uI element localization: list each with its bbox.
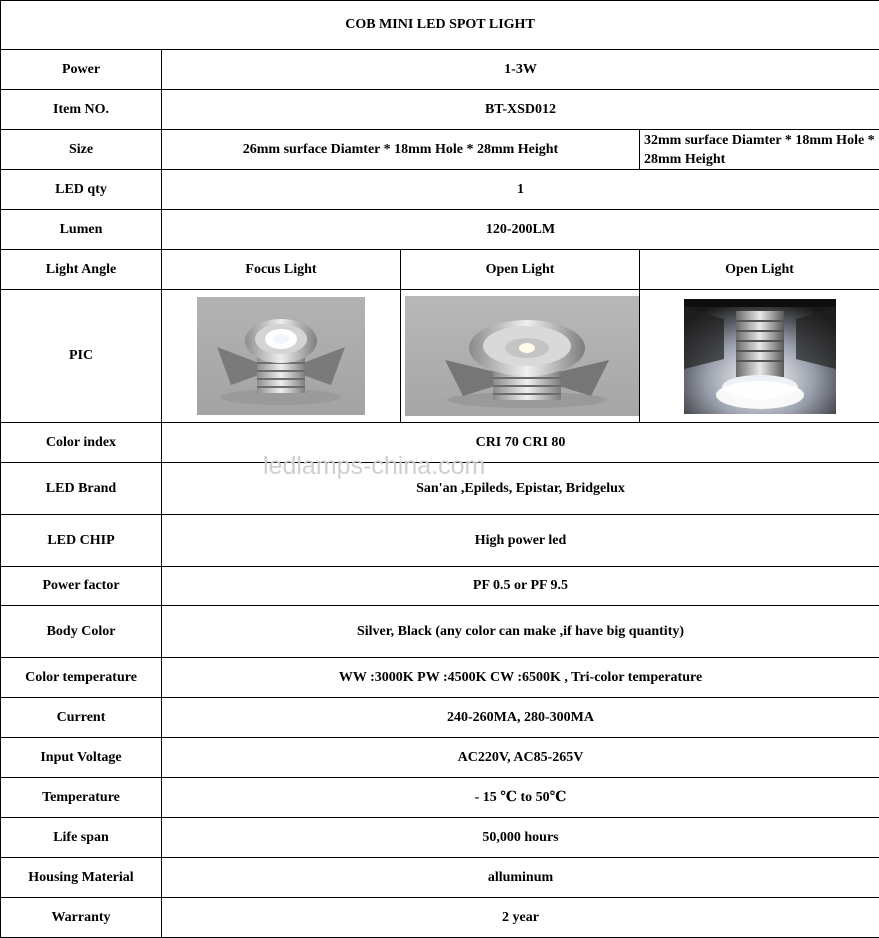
value-led-chip: High power led xyxy=(162,515,879,567)
row-led-chip xyxy=(1,515,879,567)
label-power-factor: Power factor xyxy=(1,567,162,606)
row-life-span xyxy=(1,818,879,858)
focus-light-photo xyxy=(197,297,365,415)
label-size: Size xyxy=(1,130,162,170)
label-housing-material: Housing Material xyxy=(1,858,162,898)
row-item-no xyxy=(1,90,879,130)
row-power xyxy=(1,50,879,90)
row-pic xyxy=(1,290,879,423)
row-led-qty xyxy=(1,170,879,210)
value-light-angle-1: Focus Light xyxy=(162,250,401,290)
pic-cell-1 xyxy=(162,290,401,423)
row-temperature xyxy=(1,778,879,818)
table-title: COB MINI LED SPOT LIGHT xyxy=(1,1,879,50)
label-power: Power xyxy=(1,50,162,90)
watermark-text: ledlamps-china.com xyxy=(263,452,485,481)
row-size xyxy=(1,130,879,170)
row-light-angle xyxy=(1,250,879,290)
label-led-qty: LED qty xyxy=(1,170,162,210)
label-led-chip: LED CHIP xyxy=(1,515,162,567)
label-item-no: Item NO. xyxy=(1,90,162,130)
label-color-temperature: Color temperature xyxy=(1,658,162,698)
value-body-color: Silver, Black (any color can make ,if have big quantity) xyxy=(162,606,879,658)
row-led-brand xyxy=(1,463,879,515)
label-led-brand: LED Brand xyxy=(1,463,162,515)
value-life-span: 50,000 hours xyxy=(162,818,879,858)
pic-cell-3 xyxy=(640,290,879,423)
row-lumen xyxy=(1,210,879,250)
label-current: Current xyxy=(1,698,162,738)
label-life-span: Life span xyxy=(1,818,162,858)
row-warranty xyxy=(1,898,879,938)
label-pic: PIC xyxy=(1,290,162,423)
label-lumen: Lumen xyxy=(1,210,162,250)
value-size-32mm: 32mm surface Diamter * 18mm Hole * 28mm Height xyxy=(640,130,879,170)
value-warranty: 2 year xyxy=(162,898,879,938)
label-body-color: Body Color xyxy=(1,606,162,658)
value-housing-material: alluminum xyxy=(162,858,879,898)
value-power-factor: PF 0.5 or PF 9.5 xyxy=(162,567,879,606)
row-input-voltage xyxy=(1,738,879,778)
value-led-qty: 1 xyxy=(162,170,879,210)
label-color-index: Color index xyxy=(1,423,162,463)
row-power-factor xyxy=(1,567,879,606)
title-row xyxy=(1,1,879,50)
value-light-angle-2: Open Light xyxy=(401,250,640,290)
row-housing-material xyxy=(1,858,879,898)
value-temperature: - 15 ℃ to 50℃ xyxy=(162,778,879,818)
row-current xyxy=(1,698,879,738)
value-color-temperature: WW :3000K PW :4500K CW :6500K , Tri-color temperature xyxy=(162,658,879,698)
row-color-index xyxy=(1,423,879,463)
label-input-voltage: Input Voltage xyxy=(1,738,162,778)
label-temperature: Temperature xyxy=(1,778,162,818)
open-light-photo xyxy=(405,296,640,416)
row-body-color xyxy=(1,606,879,658)
value-light-angle-3: Open Light xyxy=(640,250,879,290)
value-item-no: BT-XSD012 xyxy=(162,90,879,130)
value-power: 1-3W xyxy=(162,50,879,90)
value-input-voltage: AC220V, AC85-265V xyxy=(162,738,879,778)
value-current: 240-260MA, 280-300MA xyxy=(162,698,879,738)
pic-cell-2 xyxy=(401,290,640,423)
row-color-temperature xyxy=(1,658,879,698)
open-light-black-photo xyxy=(684,299,836,414)
value-led-brand: San'an ,Epileds, Epistar, Bridgelux xyxy=(162,463,879,515)
value-lumen: 120-200LM xyxy=(162,210,879,250)
label-warranty: Warranty xyxy=(1,898,162,938)
value-color-index: CRI 70 CRI 80 xyxy=(162,423,879,463)
value-size-26mm: 26mm surface Diamter * 18mm Hole * 28mm Height xyxy=(162,130,640,170)
label-light-angle: Light Angle xyxy=(1,250,162,290)
